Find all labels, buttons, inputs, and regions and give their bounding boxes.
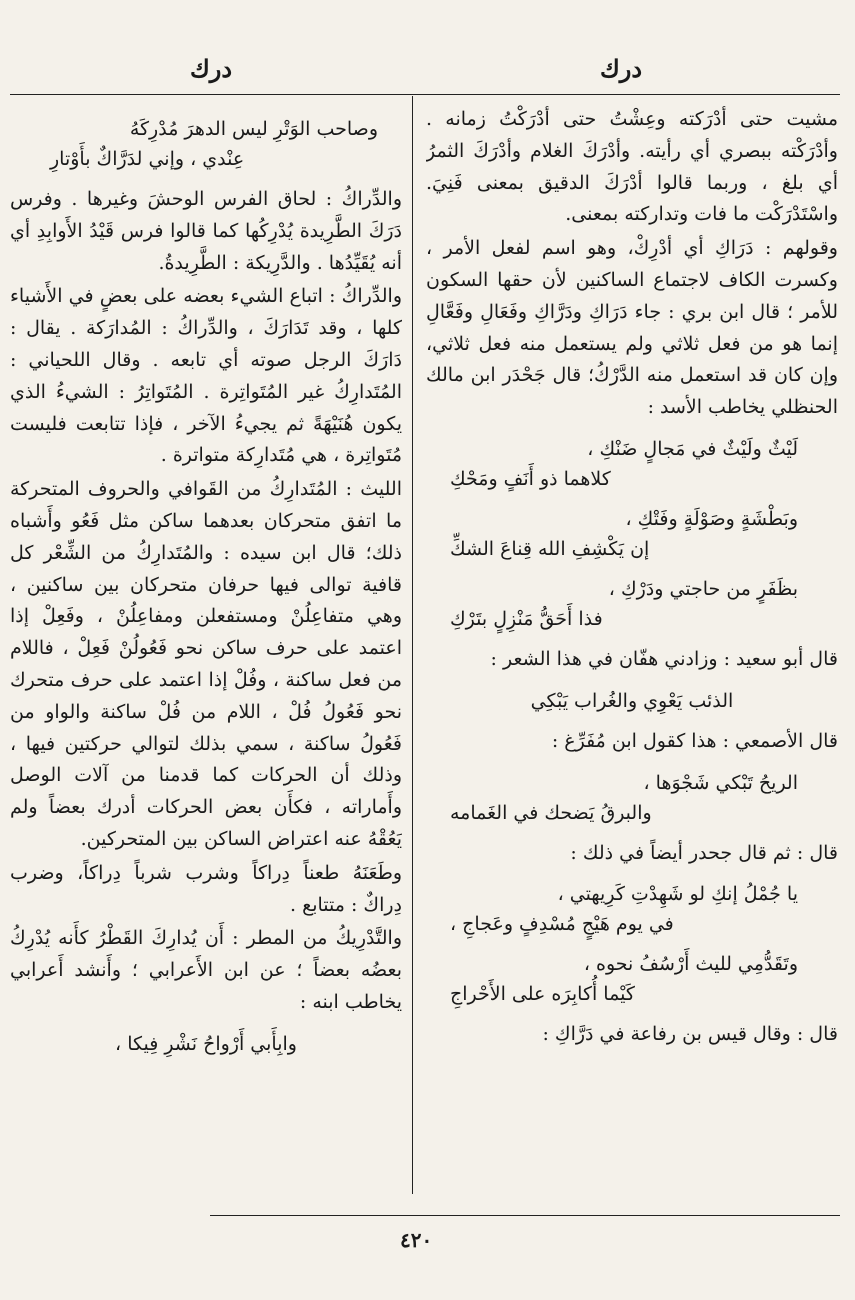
entry-paragraph: وطَعَنَهُ طعناً دِراكاً وشرب شرباً دِراكاً، وضرب دِراكٌ : متتابع . (10, 861, 402, 916)
verse-line: لَيْثٌ ولَيْثٌ في مَجالٍ ضَنْكِ ، (587, 437, 798, 460)
column-separator (412, 96, 413, 1194)
page-header (0, 48, 855, 88)
page-number: ٤٢٠ (400, 1228, 433, 1252)
verse-line: بظَفَرٍ من حاجتي ودَرْكِ ، (608, 577, 798, 600)
header-rule (10, 94, 840, 95)
entry-paragraph: قال أبو سعيد : وزادني هفّان في هذا الشعر : (490, 647, 838, 670)
verse-block (426, 434, 838, 494)
verse-block (426, 949, 838, 1009)
verse-line: والبرقُ يَضحك في الغَمامه (450, 801, 652, 824)
verse-line: إن يَكْشِفِ الله قِناعَ الشكِّ (450, 537, 650, 560)
verse-line: الريحُ تَبْكي شَجْوَها ، (643, 771, 798, 794)
verse-line: وابِأَبي أَرْواحُ نَشْرِ فِيكا ، (115, 1032, 297, 1055)
entry-paragraph: قال : ثم قال جحدر أيضاً في ذلك : (570, 841, 838, 864)
entry-paragraph: وقولهم : دَرَاكِ أي أدْرِكْ، وهو اسم لفعل الأمر ، وكسرت الكاف لاجتماع الساكنين لأن حقها السكون للأمر ؛ قال ابن بري : جاء دَرَاكِ ودَرَّاكِ وفَعَالِ وفَعَّالِ إنما هو من فعل ثلاثي ولم يستعمل منه فعل ثلاثي، وإن كان قد استعمل منه الدَّرْكُ؛ قال جَحْدَر ابن مالك الحنظلي يخاطب الأسد : (426, 237, 838, 419)
verse-block (10, 114, 402, 174)
entry-paragraph: قال : وقال قيس بن رفاعة في دَرَّاكِ : (542, 1023, 838, 1046)
verse-line: عِنْدي ، وإني لدَرَّاكٌ بأَوْتارِ (50, 148, 245, 170)
verse-line: يا جُمْلُ إنكِ لو شَهِدْتِ كَرِيهتي ، (557, 883, 798, 906)
entry-paragraph: والدِّراكُ : اتباع الشيء بعضه على بعضٍ في الأَشياء كلها ، وقد تَدَارَكَ ، والدِّراكُ : المُدارَكة . يقال : دَارَكَ الرجل صوته أي تابعه . وقال اللحياني : المُتَدارِكُ غير المُتَواتِرة . المُتَواتِرُ : الشيءُ الذي يكون هُنَيْهَةً ثم يجيءُ الآخر ، فإذا تتابعت فليست مُتَواتِرة ، هي مُتَدارِكة متواترة . (10, 285, 402, 467)
verse-line: الذئب يَعْوِي والغُراب يَبْكِي (530, 689, 734, 712)
footer-rule (210, 1215, 840, 1216)
right-headword: درك (600, 54, 643, 83)
entry-paragraph: الليث : المُتَدارِكُ من القَوافي والحروف المتحركة ما اتفق متحركان بعدهما ساكن مثل فَعُو وأَشباه ذلك؛ قال ابن سيده : والمُتَدارِكُ من الشِّعْر كل قافية توالى فيها حرفان متحركان بين ساكنين ، وهي متفاعِلُنْ ومستفعلن ومفاعِلُنْ ، وفَعِلْ إذا اعتمد على حرف ساكن نحو فَعُولُنْ فَعِلْ ، فاللام من فعل ساكنة ، وفُلْ إذا اعتمد على حرف متحرك نحو فَعُولُ فُلْ ، اللام من فُلْ ساكنة والواو من فَعُولُ ساكنة ، سمي بذلك لتوالي حركتين فيها ، وذلك أن الحركات كما قدمنا من آلات الوصل وأَماراته ، فكأَن بعض الحركات أدرك بعضاً ولم يَعُقْهُ عنه اعتراض الساكن بين المتحركين. (10, 478, 402, 850)
verse-block (426, 768, 838, 828)
verse-block (426, 504, 838, 564)
verse-block (426, 686, 838, 716)
entry-paragraph: مشيت حتى أدْرَكته وعِشْتُ حتى أدْرَكْتُ زمانه . وأدْرَكْته ببصري أي رأيته. وأدْرَكَ الغلام وأدْرَكَ الثمرُ أي بلغ ، وربما قالوا أدْرَكَ الدقيق بمعنى فَنِيَ. واسْتَدْرَكْت ما فات وتداركته بمعنى. (426, 108, 838, 226)
verse-line: كلاهما ذو أَنَفٍ ومَحْكِ (450, 467, 611, 490)
right-column (426, 104, 838, 1196)
verse-line: في يوم هَيْجٍ مُسْدِفٍ وعَجاجِ ، (450, 913, 674, 936)
verse-block (426, 879, 838, 939)
entry-paragraph: قال الأصمعي : هذا كقول ابن مُفَرِّغ : (551, 729, 838, 752)
entry-paragraph: والتَّدْرِيكُ من المطر : أَن يُدارِكَ القَطْرُ كأَنه يُدْرِكُ بعضُه بعضاً ؛ عن ابن الأَعرابي ؛ وأَنشد أَعرابي يخاطب ابنه : (10, 927, 402, 1013)
verse-block (426, 574, 838, 634)
left-column (10, 104, 402, 1196)
verse-line: وصاحب الوَتْرِ ليس الدهرَ مُدْرِكَهُ (129, 118, 378, 140)
verse-block (10, 1029, 402, 1059)
verse-line: وتَقَدُّمِي لليث أَرْسُفُ نحوه ، (583, 953, 798, 976)
entry-paragraph: والدِّراكُ : لحاق الفرس الوحشَ وغيرها . وفرس دَرَكَ الطَّرِيدة يُدْرِكُها كما قالوا فرس قَيْدُ الأَوابِدِ أي أنه يُقَيِّدُها . والدَّرِيكة : الطَّرِيدةُ. (10, 188, 402, 274)
verse-line: فذا أَحَقُّ مَنْزِلٍ بتَرْكِ (450, 607, 603, 630)
verse-line: كَيْما أُكابِرَه على الأَحْراجِ (450, 983, 635, 1006)
verse-line: وبَطْشَةٍ وصَوْلَةٍ وفَتْكِ ، (625, 507, 798, 530)
left-headword: درك (190, 54, 233, 83)
